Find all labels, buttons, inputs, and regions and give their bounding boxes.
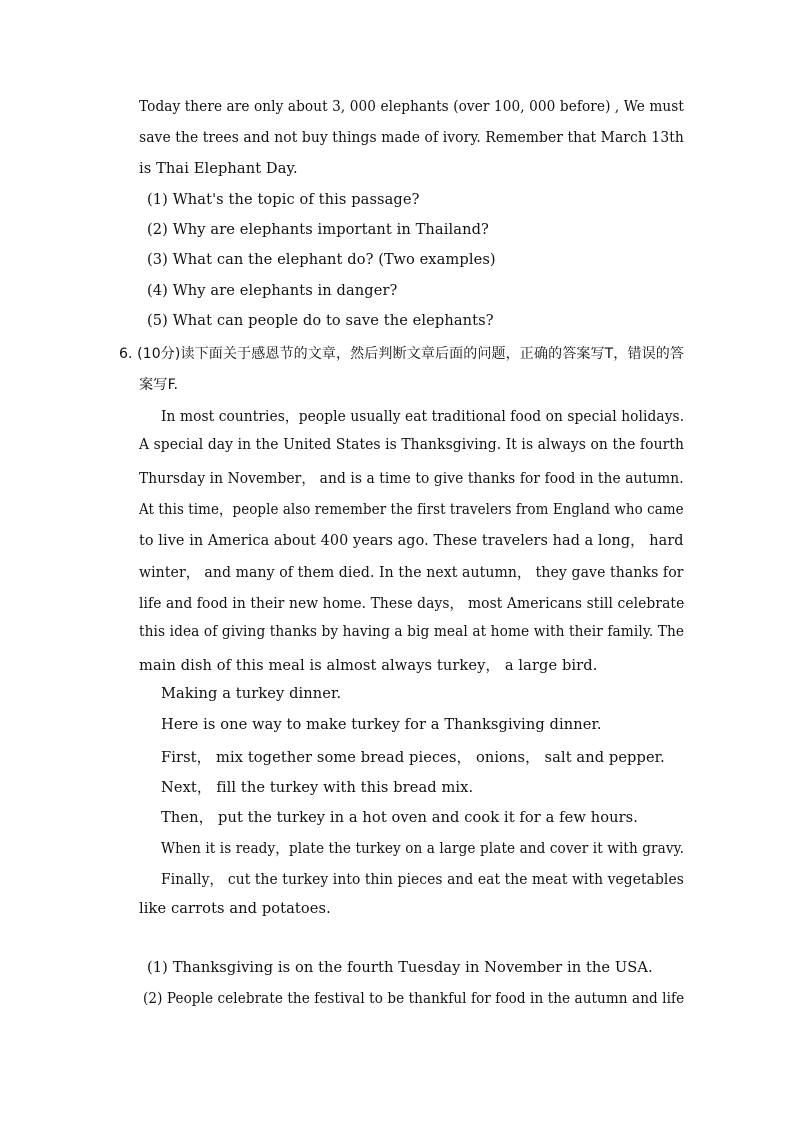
q6-statement-2: (2) People celebrate the festival to be thankful for food in the autumn and life (143, 990, 685, 1007)
recipe-title: Making a turkey dinner. (161, 685, 342, 702)
recipe-intro: Here is one way to make turkey for a Thanksgiving dinner. (161, 716, 602, 733)
q5-question-1: (1) What's the topic of this passage? (147, 191, 420, 208)
passage-line-3: Thursday in November， and is a time to give thanks for food in the autumn. (139, 470, 684, 487)
intro-line-1: Today there are only about 3, 000 elephants (over 100, 000 before) , We must (139, 98, 684, 115)
passage-line-9: main dish of this meal is almost always turkey， a large bird. (139, 657, 598, 674)
passage-line-2: A special day in the United States is Thanksgiving. It is always on the fourth (139, 436, 685, 453)
intro-line-3: is Thai Elephant Day. (139, 160, 298, 177)
q6-statement-1: (1) Thanksgiving is on the fourth Tuesday in November in the USA. (147, 959, 653, 976)
passage-line-5: to live in America about 400 years ago. These travelers had a long， hard (139, 532, 684, 549)
recipe-step-finally-cont: like carrots and potatoes. (139, 900, 331, 917)
q5-question-4: (4) Why are elephants in danger? (147, 282, 398, 299)
passage-line-6: winter， and many of them died. In the next autumn， they gave thanks for (139, 564, 684, 581)
q6-heading-line-1: 6. (10分)读下面关于感恩节的文章，然后判断文章后面的问题，正确的答案写T，错误的答 (119, 346, 685, 362)
q5-question-5: (5) What can people do to save the elephants? (147, 312, 494, 329)
passage-line-4: At this time，people also remember the first travelers from England who came (139, 501, 684, 518)
recipe-step-then: Then， put the turkey in a hot oven and cook it for a few hours. (161, 809, 639, 826)
q6-heading-line-2: 案写F. (139, 377, 179, 393)
recipe-step-ready: When it is ready，plate the turkey on a large plate and cover it with gravy. (161, 840, 685, 857)
recipe-step-first: First， mix together some bread pieces， onions， salt and pepper. (161, 749, 665, 766)
q5-question-2: (2) Why are elephants important in Thailand? (147, 221, 489, 238)
passage-line-8: this idea of giving thanks by having a big meal at home with their family. The (139, 623, 685, 640)
intro-line-2: save the trees and not buy things made of ivory. Remember that March 13th (139, 129, 684, 146)
passage-line-1: In most countries，people usually eat traditional food on special holidays. (161, 408, 685, 425)
recipe-step-next: Next， fill the turkey with this bread mix. (161, 779, 474, 796)
recipe-step-finally: Finally， cut the turkey into thin pieces and eat the meat with vegetables (161, 871, 684, 888)
q5-question-3: (3) What can the elephant do? (Two examples) (147, 251, 496, 268)
passage-line-7: life and food in their new home. These days， most Americans still celebrate (139, 595, 685, 612)
